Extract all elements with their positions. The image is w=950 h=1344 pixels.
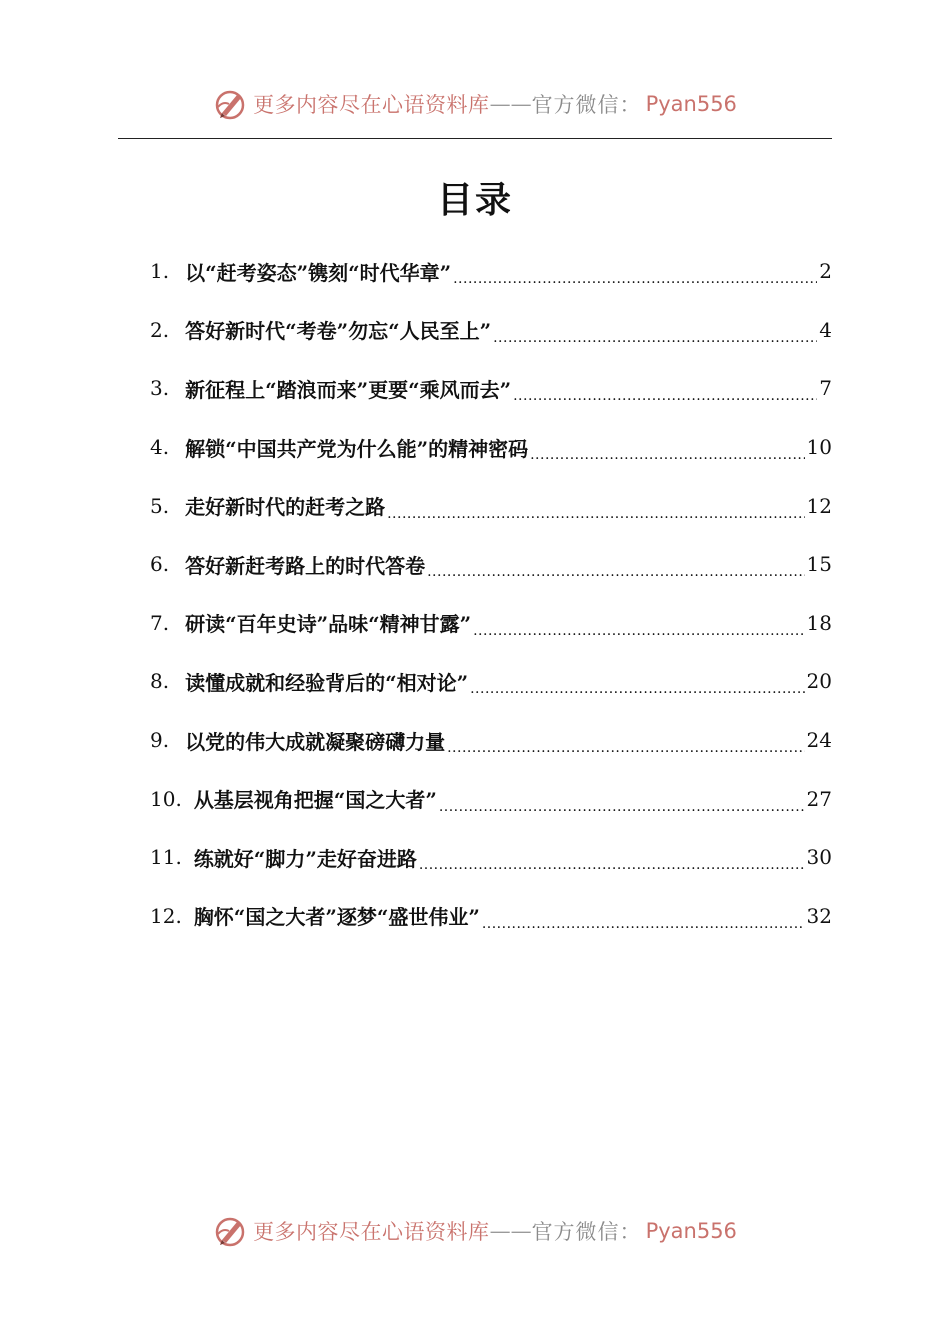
toc-number: 3. xyxy=(150,376,170,401)
wechat-id: Pyan556 xyxy=(645,92,737,116)
toc-entry[interactable] xyxy=(150,887,832,946)
toc-entry[interactable] xyxy=(150,418,832,477)
toc-entry[interactable] xyxy=(150,828,832,887)
toc-page-number: 24 xyxy=(806,728,832,753)
wechat-label: 官方微信： xyxy=(531,93,642,117)
toc-page-number: 2 xyxy=(819,259,832,284)
toc-leader xyxy=(439,792,805,816)
toc-number: 12. xyxy=(150,903,182,928)
toc-title: 练就好“脚力”走好奋进路 xyxy=(193,846,417,871)
toc-title: 研读“百年史诗”品味“精神甘露” xyxy=(185,612,472,637)
toc-title: 以党的伟大成就凝聚磅礴力量 xyxy=(185,729,446,754)
banner-separator: —— xyxy=(489,92,532,116)
toc-title: 读懂成就和经验背后的“相对论” xyxy=(185,670,469,695)
toc-leader xyxy=(453,264,817,288)
toc-leader xyxy=(493,323,817,347)
table-of-contents xyxy=(150,242,832,945)
toc-number: 9. xyxy=(150,728,170,753)
toc-page-number: 4 xyxy=(819,317,832,342)
toc-entry[interactable] xyxy=(150,301,832,360)
toc-number: 2. xyxy=(150,317,170,342)
toc-entry[interactable] xyxy=(150,359,832,418)
toc-title: 以“赶考姿态”镌刻“时代华章” xyxy=(185,260,452,285)
toc-entry[interactable] xyxy=(150,476,832,535)
toc-entry[interactable] xyxy=(150,711,832,770)
toc-number: 5. xyxy=(150,493,170,518)
toc-entry[interactable] xyxy=(150,652,832,711)
toc-title: 从基层视角把握“国之大者” xyxy=(193,788,437,813)
header-rule xyxy=(118,138,832,139)
toc-page-number: 32 xyxy=(806,903,832,928)
toc-entry[interactable] xyxy=(150,535,832,594)
toc-leader xyxy=(482,909,805,933)
toc-leader xyxy=(513,381,817,405)
toc-number: 1. xyxy=(150,259,170,284)
toc-page-number: 18 xyxy=(806,610,832,635)
toc-number: 11. xyxy=(150,845,182,870)
toc-page-number: 7 xyxy=(819,376,832,401)
toc-entry[interactable] xyxy=(150,594,832,653)
header-banner xyxy=(0,84,950,124)
toc-title: 答好新时代“考卷”勿忘“人民至上” xyxy=(185,319,492,344)
toc-page-number: 27 xyxy=(806,786,832,811)
toc-leader xyxy=(473,616,804,640)
toc-number: 4. xyxy=(150,435,170,460)
toc-leader xyxy=(447,733,804,757)
toc-title: 胸怀“国之大者”逐梦“盛世伟业” xyxy=(193,905,480,930)
pen-logo-icon xyxy=(213,87,247,121)
toc-page-number: 15 xyxy=(806,552,832,577)
toc-page-number: 10 xyxy=(806,435,832,460)
banner-text: 更多内容尽在心语资料库 xyxy=(253,93,490,117)
toc-number: 6. xyxy=(150,552,170,577)
toc-leader xyxy=(419,850,805,874)
toc-number: 8. xyxy=(150,669,170,694)
banner-text: 更多内容尽在心语资料库 xyxy=(253,1220,490,1244)
toc-page-number: 12 xyxy=(806,493,832,518)
pen-logo-icon xyxy=(213,1214,247,1248)
page-title: 目录 xyxy=(436,179,513,221)
banner-separator: —— xyxy=(489,1219,532,1243)
toc-page-number: 20 xyxy=(806,669,832,694)
toc-title: 答好新赶考路上的时代答卷 xyxy=(185,553,426,578)
toc-title: 走好新时代的赶考之路 xyxy=(185,495,386,520)
toc-entry[interactable] xyxy=(150,242,832,301)
toc-leader xyxy=(387,499,804,523)
toc-entry[interactable] xyxy=(150,769,832,828)
wechat-id: Pyan556 xyxy=(645,1219,737,1243)
toc-number: 7. xyxy=(150,610,170,635)
toc-page-number: 30 xyxy=(806,845,832,870)
toc-leader xyxy=(427,557,804,581)
toc-number: 10. xyxy=(150,786,182,811)
wechat-label: 官方微信： xyxy=(531,1220,642,1244)
footer-banner xyxy=(0,1211,950,1251)
toc-title: 新征程上“踏浪而来”更要“乘风而去” xyxy=(185,377,512,402)
toc-title: 解锁“中国共产党为什么能”的精神密码 xyxy=(185,436,529,461)
toc-leader xyxy=(530,440,804,464)
toc-leader xyxy=(470,674,804,698)
